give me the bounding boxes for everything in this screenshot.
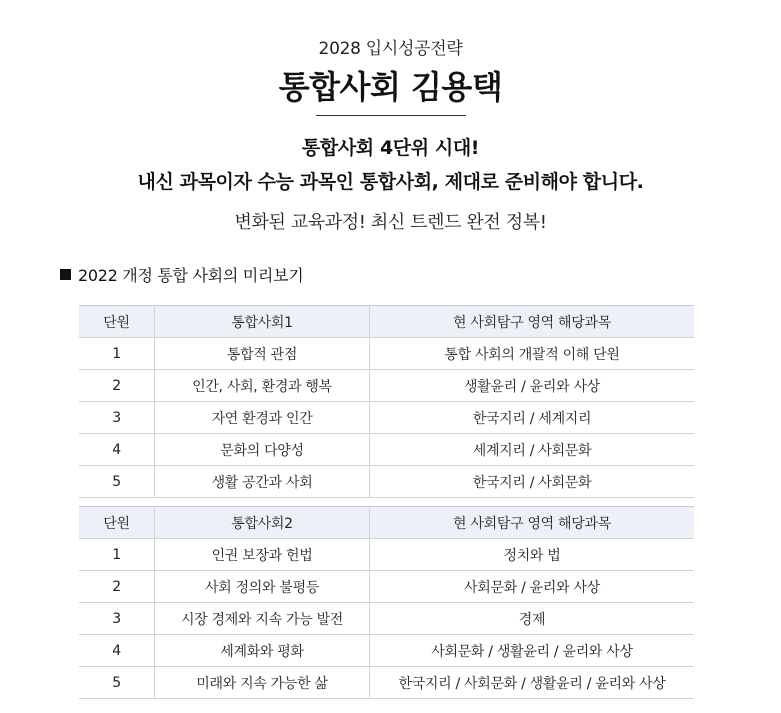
header-subjects: 현 사회탐구 영역 해당과목 bbox=[370, 507, 695, 539]
table-header-row bbox=[79, 507, 694, 539]
related-subjects: 한국지리 / 사회문화 / 생활윤리 / 윤리와 사상 bbox=[370, 667, 695, 699]
unit-number: 1 bbox=[79, 539, 155, 571]
course-subtitle: 2028 입시성공전략 bbox=[318, 39, 463, 59]
tagline: 변화된 교육과정! 최신 트렌드 완전 정복! bbox=[234, 212, 547, 233]
unit-topic: 자연 환경과 인간 bbox=[155, 402, 370, 434]
table-row bbox=[79, 539, 694, 571]
title-divider bbox=[316, 115, 466, 116]
related-subjects: 한국지리 / 세계지리 bbox=[370, 402, 695, 434]
table-row bbox=[79, 338, 694, 370]
table-row bbox=[79, 402, 694, 434]
curriculum-table-2 bbox=[79, 506, 694, 699]
related-subjects: 통합 사회의 개괄적 이해 단원 bbox=[370, 338, 695, 370]
unit-topic: 문화의 다양성 bbox=[155, 434, 370, 466]
header-topic: 통합사회2 bbox=[155, 507, 370, 539]
curriculum-table-1 bbox=[79, 305, 694, 498]
unit-number: 2 bbox=[79, 370, 155, 402]
unit-topic: 미래와 지속 가능한 삶 bbox=[155, 667, 370, 699]
section-heading bbox=[60, 263, 303, 286]
course-title: 통합사회 김용택 bbox=[278, 68, 503, 106]
unit-number: 4 bbox=[79, 635, 155, 667]
headline-secondary: 내신 과목이자 수능 과목인 통합사회, 제대로 준비해야 합니다. bbox=[137, 171, 644, 193]
table-row bbox=[79, 370, 694, 402]
section-heading-label: 2022 개정 통합 사회의 미리보기 bbox=[78, 266, 304, 285]
related-subjects: 세계지리 / 사회문화 bbox=[370, 434, 695, 466]
unit-number: 1 bbox=[79, 338, 155, 370]
unit-number: 5 bbox=[79, 466, 155, 498]
table-row bbox=[79, 635, 694, 667]
unit-number: 5 bbox=[79, 667, 155, 699]
table-header-row bbox=[79, 306, 694, 338]
table-row bbox=[79, 667, 694, 699]
table-row bbox=[79, 466, 694, 498]
headline-primary: 통합사회 4단위 시대! bbox=[301, 137, 480, 159]
table-row bbox=[79, 434, 694, 466]
unit-topic: 시장 경제와 지속 가능 발전 bbox=[155, 603, 370, 635]
header-topic: 통합사회1 bbox=[155, 306, 370, 338]
unit-topic: 생활 공간과 사회 bbox=[155, 466, 370, 498]
unit-topic: 사회 정의와 불평등 bbox=[155, 571, 370, 603]
unit-number: 2 bbox=[79, 571, 155, 603]
table-row bbox=[79, 571, 694, 603]
unit-topic: 인간, 사회, 환경과 행복 bbox=[155, 370, 370, 402]
header-unit: 단원 bbox=[79, 507, 155, 539]
related-subjects: 한국지리 / 사회문화 bbox=[370, 466, 695, 498]
related-subjects: 경제 bbox=[370, 603, 695, 635]
related-subjects: 정치와 법 bbox=[370, 539, 695, 571]
unit-number: 3 bbox=[79, 402, 155, 434]
header-unit: 단원 bbox=[79, 306, 155, 338]
related-subjects: 사회문화 / 생활윤리 / 윤리와 사상 bbox=[370, 635, 695, 667]
unit-topic: 인권 보장과 헌법 bbox=[155, 539, 370, 571]
unit-number: 4 bbox=[79, 434, 155, 466]
header-subjects: 현 사회탐구 영역 해당과목 bbox=[370, 306, 695, 338]
unit-topic: 통합적 관점 bbox=[155, 338, 370, 370]
unit-number: 3 bbox=[79, 603, 155, 635]
square-bullet-icon bbox=[60, 269, 71, 280]
related-subjects: 사회문화 / 윤리와 사상 bbox=[370, 571, 695, 603]
unit-topic: 세계화와 평화 bbox=[155, 635, 370, 667]
table-row bbox=[79, 603, 694, 635]
related-subjects: 생활윤리 / 윤리와 사상 bbox=[370, 370, 695, 402]
